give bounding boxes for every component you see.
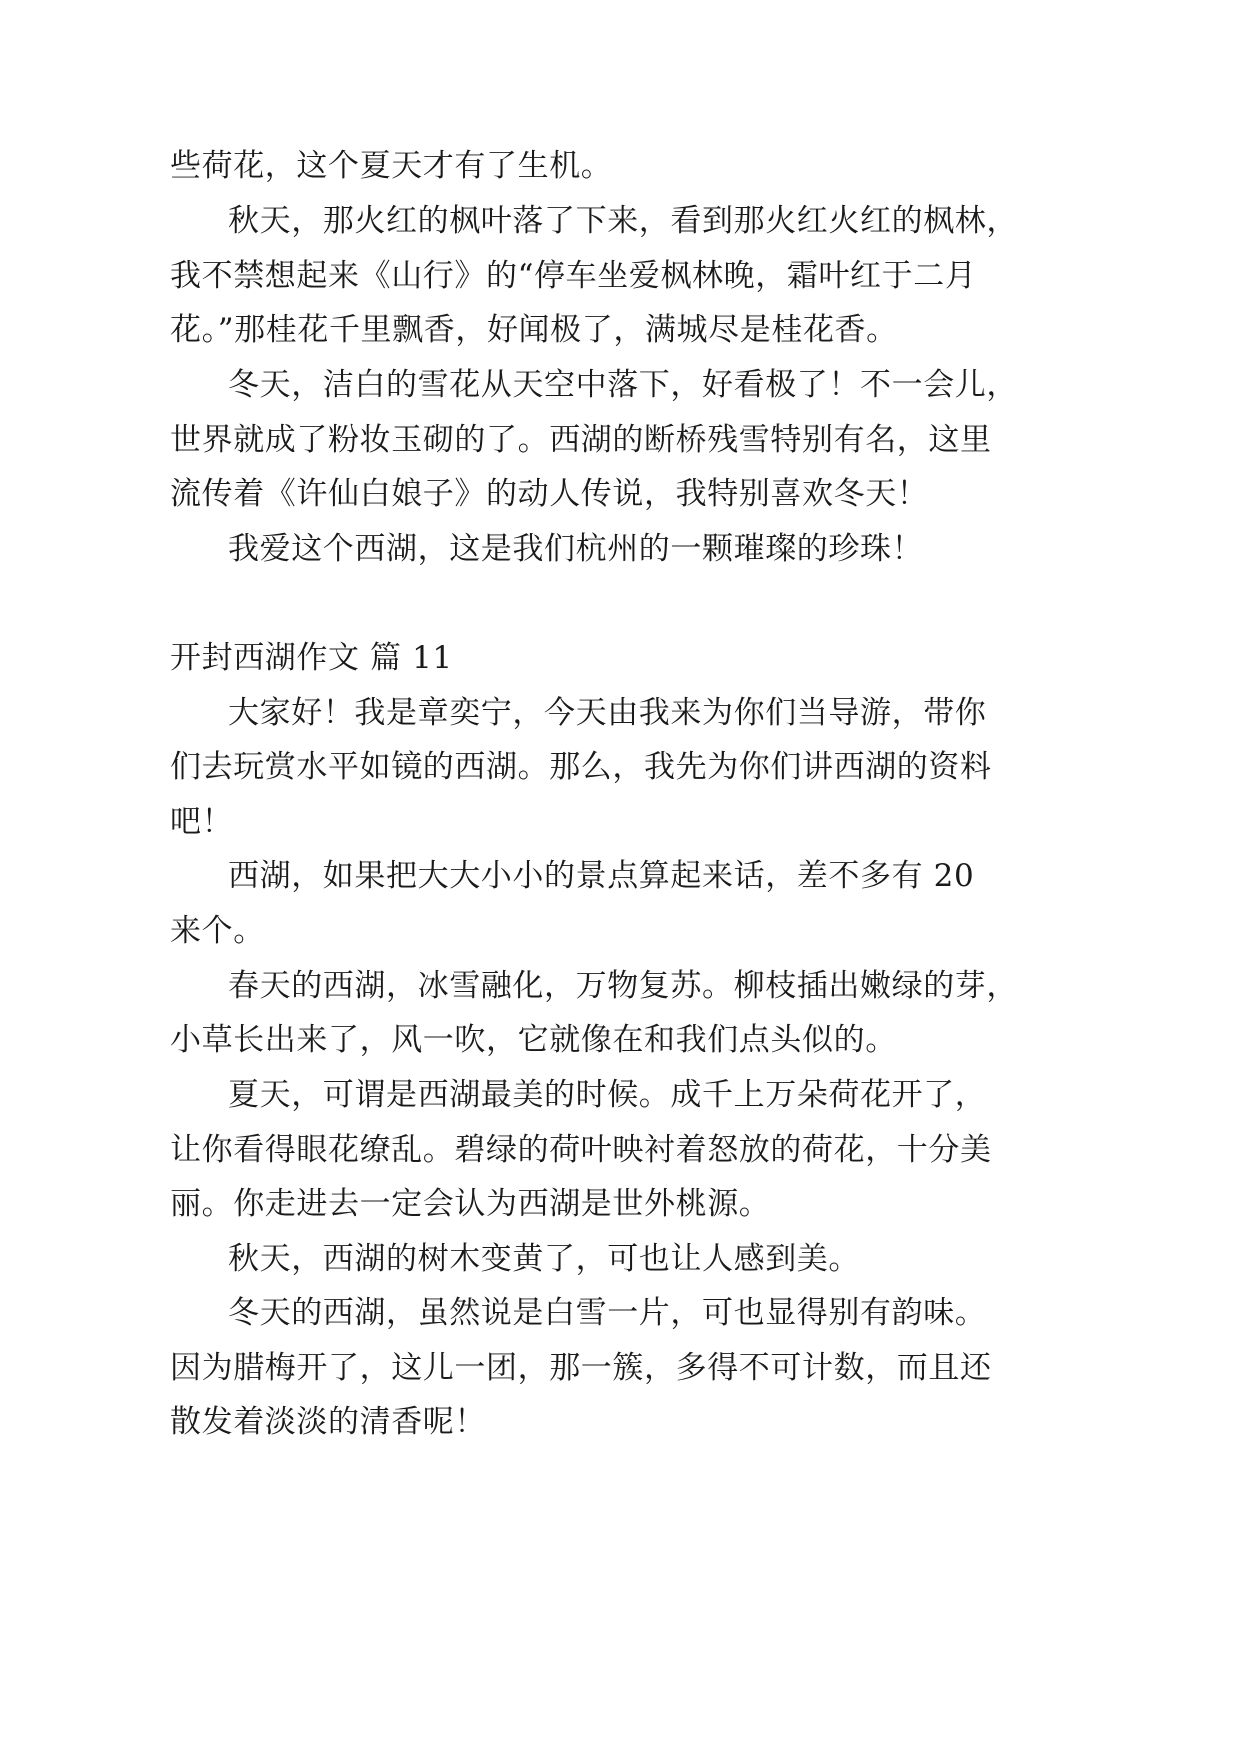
text-line: 丽。你走进去一定会认为西湖是世外桃源。	[170, 1186, 771, 1222]
text-line: 夏天，可谓是西湖最美的时候。成千上万朵荷花开了，	[228, 1077, 987, 1113]
text-line: 西湖，如果把大大小小的景点算起来话，差不多有 20	[228, 858, 975, 894]
text-line: 我爱这个西湖，这是我们杭州的一颗璀璨的珍珠！	[228, 531, 924, 567]
text-line: 散发着淡淡的清香呢！	[170, 1404, 486, 1440]
text-line: 秋天，西湖的树木变黄了，可也让人感到美。	[228, 1241, 860, 1277]
article-title: 开封西湖作文 篇 11	[170, 640, 453, 676]
text-line: 来个。	[170, 913, 265, 949]
text-line: 因为腊梅开了，这儿一团，那一簇，多得不可计数，而且还	[170, 1350, 992, 1386]
text-line: 些荷花，这个夏天才有了生机。	[170, 148, 613, 184]
text-line: 世界就成了粉妆玉砌的了。西湖的断桥残雪特别有名，这里	[170, 422, 992, 458]
text-line: 流传着《许仙白娘子》的动人传说，我特别喜欢冬天！	[170, 476, 929, 512]
text-line: 冬天，洁白的雪花从天空中落下，好看极了！不一会儿，	[228, 367, 1018, 403]
text-line: 春天的西湖，冰雪融化，万物复苏。柳枝插出嫩绿的芽，	[228, 968, 1018, 1004]
text-line: 秋天，那火红的枫叶落了下来，看到那火红火红的枫林，	[228, 203, 1018, 239]
text-line: 小草长出来了，风一吹，它就像在和我们点头似的。	[170, 1022, 897, 1058]
text-line: 吧！	[170, 804, 234, 840]
text-line: 冬天的西湖，虽然说是白雪一片，可也显得别有韵味。	[228, 1295, 987, 1331]
text-line: 我不禁想起来《山行》的“停车坐爱枫林晚，霜叶红于二月	[170, 258, 977, 294]
text-line: 花。”那桂花千里飘香，好闻极了，满城尽是桂花香。	[170, 312, 898, 348]
text-line: 们去玩赏水平如镜的西湖。那么，我先为你们讲西湖的资料	[170, 749, 992, 785]
text-line: 让你看得眼花缭乱。碧绿的荷叶映衬着怒放的荷花，十分美	[170, 1132, 992, 1168]
text-line: 大家好！我是章奕宁，今天由我来为你们当导游，带你	[228, 695, 987, 731]
